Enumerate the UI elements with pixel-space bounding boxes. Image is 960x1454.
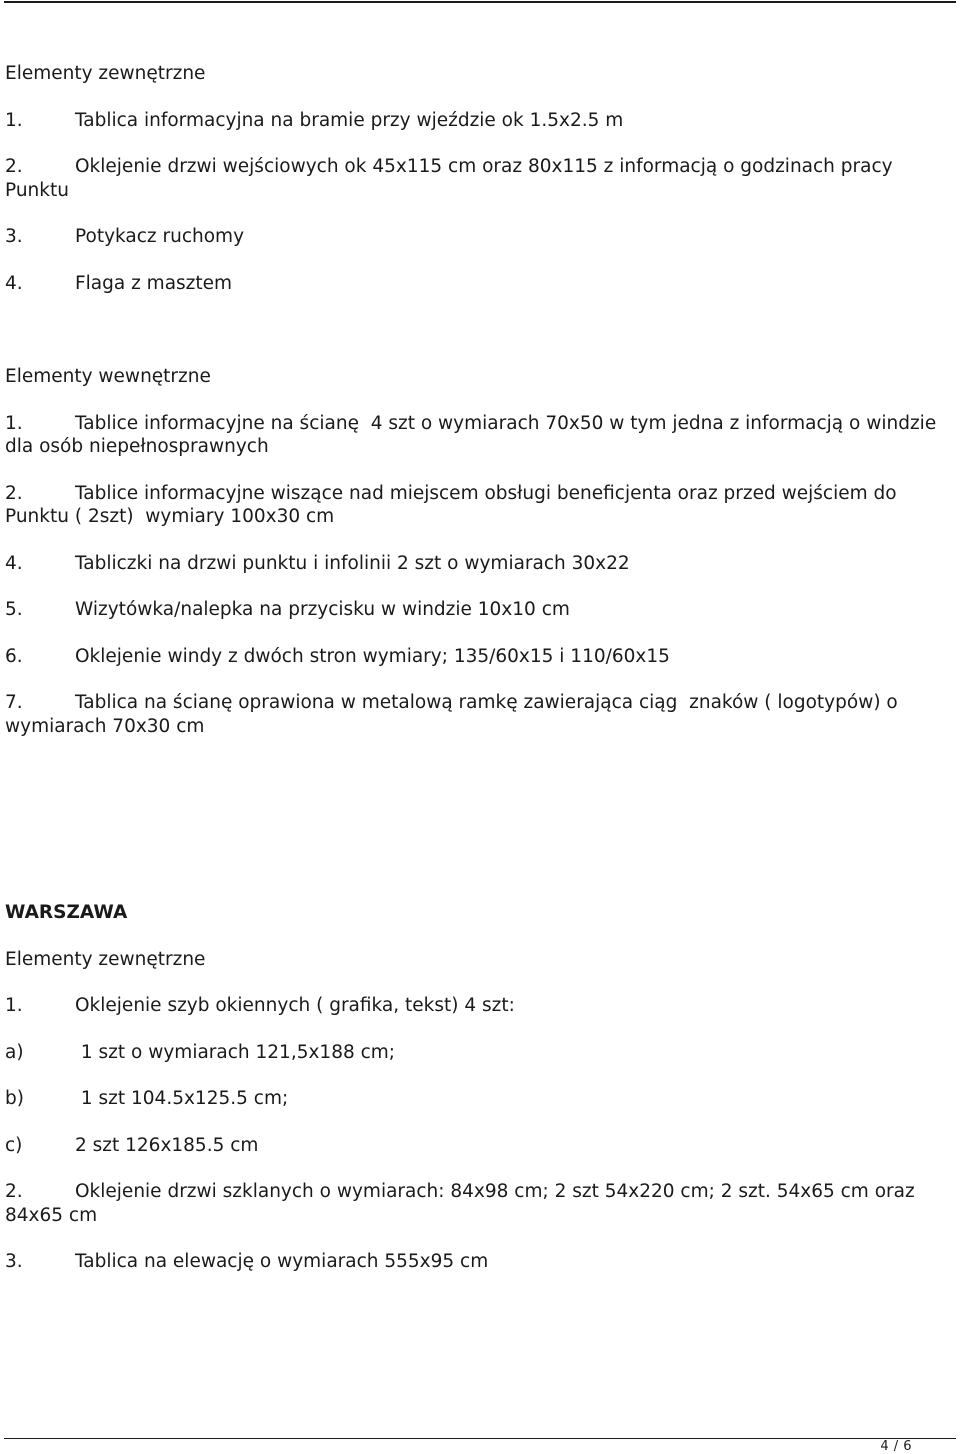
- list-item: [5, 1250, 950, 1274]
- list-item: [5, 1041, 950, 1065]
- item-number: c): [5, 1134, 23, 1156]
- item-text: Oklejenie drzwi wejściowych ok 45x115 cm oraz 80x115 z informacją o godzinach pracy Punktu: [5, 156, 899, 201]
- item-number: 1.: [5, 109, 23, 131]
- item-number: 1.: [5, 412, 23, 434]
- list-item: [5, 994, 950, 1018]
- item-text: 1 szt o wymiarach 121,5x188 cm;: [75, 1041, 396, 1063]
- item-text: 2 szt 126x185.5 cm: [75, 1134, 259, 1156]
- item-number: 3.: [5, 226, 23, 247]
- list-item: [5, 691, 950, 738]
- list-item: [5, 1087, 950, 1111]
- item-text: Tablica na ścianę oprawiona w metalową ramkę zawierająca ciąg znaków ( logotypów) o wymiarach 70x30 cm: [5, 692, 904, 737]
- item-text: Tablice informacyjne wiszące nad miejscem obsługi beneficjenta oraz przed wejściem do Punktu ( 2szt) wymiary 100x30 cm: [5, 482, 903, 527]
- item-number: 7.: [5, 692, 23, 713]
- item-text: Tabliczki na drzwi punktu i infolinii 2 szt o wymiarach 30x22: [75, 552, 630, 574]
- item-number: a): [5, 1041, 24, 1063]
- list-item: [5, 272, 950, 296]
- item-text: 1 szt 104.5x125.5 cm;: [75, 1088, 289, 1109]
- item-text: Tablica informacyjna na bramie przy wjeździe ok 1.5x2.5 m: [75, 109, 624, 131]
- city-title: WARSZAWA: [5, 902, 128, 923]
- item-text: Potykacz ruchomy: [75, 226, 245, 247]
- list-item: [5, 1134, 950, 1158]
- item-text: Oklejenie szyb okiennych ( grafika, tekst) 4 szt:: [75, 995, 515, 1016]
- item-text: Tablice informacyjne na ścianę 4 szt o wymiarach 70x50 w tym jedna z informacją o windzie dla osób niepełnosprawnych: [5, 412, 943, 457]
- item-number: 4.: [5, 272, 23, 294]
- list-item: [5, 412, 950, 459]
- item-number: 5.: [5, 599, 23, 620]
- item-number: 2.: [5, 1181, 23, 1202]
- header-rule: [4, 1, 956, 3]
- item-text: Oklejenie drzwi szklanych o wymiarach: 84x98 cm; 2 szt 54x220 cm; 2 szt. 54x65 cm oraz 84x65 cm: [5, 1181, 921, 1226]
- page-number: 4 / 6: [880, 1439, 912, 1454]
- list-item: [5, 225, 950, 249]
- item-number: 2.: [5, 482, 23, 504]
- item-text: Tablica na elewację o wymiarach 555x95 cm: [75, 1251, 489, 1272]
- footer-rule: [4, 1438, 956, 1439]
- item-number: 1.: [5, 995, 23, 1016]
- item-text: Oklejenie windy z dwóch stron wymiary; 135/60x15 i 110/60x15: [75, 645, 670, 667]
- item-number: 6.: [5, 645, 23, 667]
- item-text: Wizytówka/nalepka na przycisku w windzie 10x10 cm: [75, 599, 570, 620]
- item-number: 2.: [5, 156, 23, 177]
- section-heading-interior: Elementy wewnętrzne: [5, 366, 211, 387]
- item-number: b): [5, 1088, 24, 1109]
- list-item: [5, 645, 950, 669]
- section-heading-exterior: Elementy zewnętrzne: [5, 948, 206, 970]
- list-item: [5, 598, 950, 622]
- list-item: [5, 552, 950, 576]
- item-number: 4.: [5, 552, 23, 574]
- section-heading-exterior: Elementy zewnętrzne: [5, 63, 206, 84]
- item-text: Flaga z masztem: [75, 272, 233, 294]
- list-item: [5, 155, 950, 202]
- document-body: [5, 62, 950, 1274]
- list-item: [5, 1180, 950, 1227]
- list-item: [5, 482, 950, 529]
- item-number: 3.: [5, 1251, 23, 1272]
- list-item: [5, 109, 950, 133]
